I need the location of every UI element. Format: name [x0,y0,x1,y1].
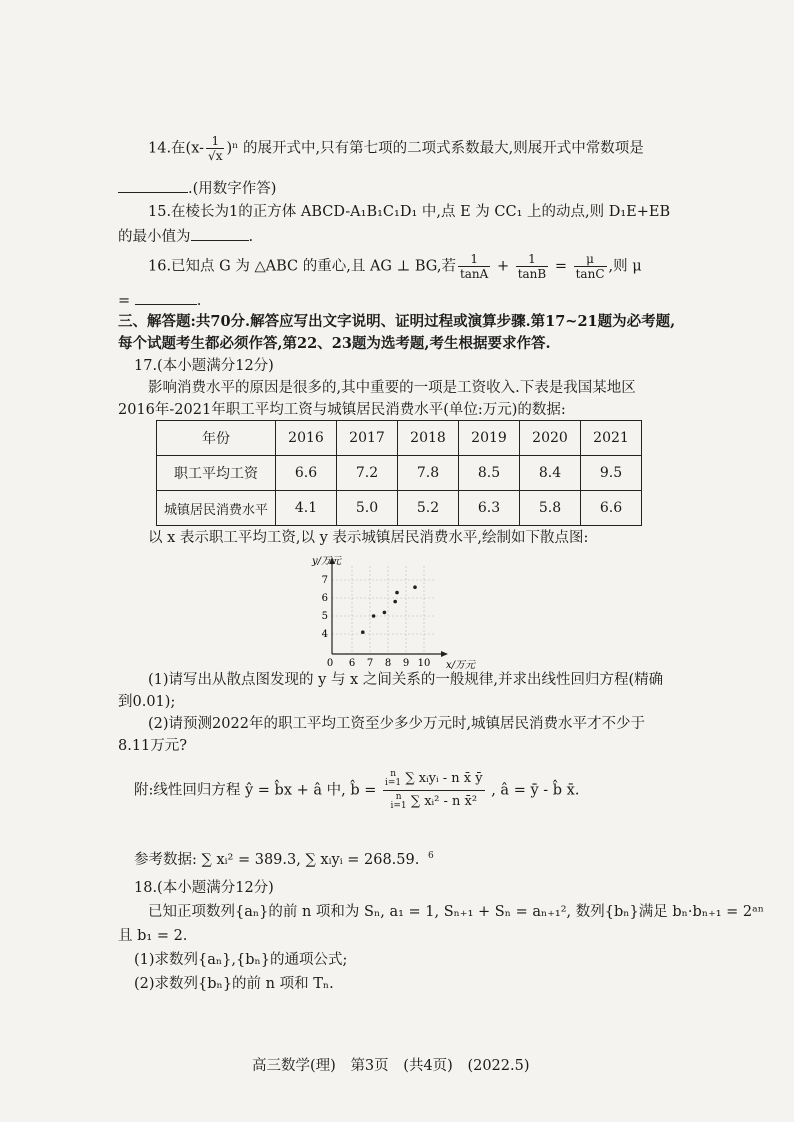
x-tick-label: 8 [384,658,392,669]
q18-part2: (2)求数列{bₙ}的前 n 项和 Tₙ. [134,976,334,992]
table-row-label-wage: 职工平均工资 [157,456,276,491]
q18-line1-text: 已知正项数列{aₙ}的前 n 项和为 Sₙ, a₁ = 1, Sₙ₊₁ + Sₙ = aₙ₊₁², 数列{bₙ}满足 bₙ·bₙ₊₁ = 2ᵃⁿ [148,904,765,920]
section-3-line1: 三、解答题:共70分.解答应写出文字说明、证明过程或演算步骤.第17~21题为必考题, [118,313,676,330]
x-tick-label: 7 [366,658,374,669]
sum-top: n [395,791,402,802]
q16-f1-num: 1 [458,252,490,267]
x-axis-arrow [441,651,448,657]
question-16 [148,252,642,281]
reference-data [134,846,434,870]
q15-text-b: 的最小值为 [118,229,191,245]
x-tick-label: 0 [326,658,334,669]
q15-text-c: . [248,229,254,245]
scatter-point [361,630,365,634]
footer-page: 第3页 [350,1058,389,1074]
scatter-point [372,614,376,618]
q17-intro-2: 2016年-2021年职工平均工资与城镇居民消费水平(单位:万元)的数据: [118,402,566,418]
x-tick-label: 6 [348,658,356,669]
question-16-line2 [118,290,201,311]
sum-bottom: i=1 [390,800,407,811]
table-cell: 9.5 [581,456,642,491]
q17-part1-line2: 到0.01); [118,694,176,710]
q16-fraction-2 [516,252,549,281]
q18-header: 18.(本小题满分12分) [134,880,274,896]
q14-text-b: )ⁿ 的展开式中,只有第七项的二项式系数最大,则展开式中常数项是 [226,140,644,157]
q17-part1-line1: (1)请写出从散点图发现的 y 与 x 之间关系的一般规律,并求出线性回归方程(精确 [148,672,664,688]
q14-text-a: 14.在(x- [148,140,205,157]
q14-frac-num: 1 [206,134,224,149]
q16-text-c: = [118,293,131,309]
formula-num-text: ∑ xᵢyᵢ - n x̄ ȳ [405,771,483,786]
table-row-label-consumption: 城镇居民消费水平 [157,491,276,526]
table-cell: 8.4 [520,456,581,491]
q16-f3-den: tanC [575,267,605,281]
table-cell: 5.8 [520,491,581,526]
table-cell: 6.6 [581,491,642,526]
q17-part2-line1: (2)请预测2022年的职工平均工资至少多少万元时,城镇居民消费水平才不少于 [148,716,646,732]
q14-fraction [206,134,224,163]
q16-text-d: . [196,293,202,309]
scatter-point [383,611,387,615]
answer-blank-14 [118,178,188,193]
y-tick-label: 4 [321,629,328,640]
ref-sum-top: 6 [427,851,434,861]
table-cell: 2020 [520,421,581,456]
sum-limits-num [385,770,401,788]
q17-scatter-intro: 以 x 表示职工平均工资,以 y 表示城镇居民消费水平,绘制如下散点图: [148,530,589,546]
footer-total: (共4页) [403,1058,453,1074]
q18-line1 [148,902,764,922]
question-15 [148,202,670,222]
table-cell: 6.6 [276,456,337,491]
table-row-consumption [157,491,642,526]
table-row-wage [157,456,642,491]
table-cell: 2018 [398,421,459,456]
question-15-line2 [118,226,253,247]
table-cell: 2019 [459,421,520,456]
q16-f2-den: tanB [517,267,547,281]
q16-text-a: 16.已知点 G 为 △ABC 的重心,且 AG ⊥ BG,若 [148,258,456,275]
y-tick-labels [322,575,328,640]
table-row-years [157,421,642,456]
answer-blank-16 [135,290,197,305]
table-cell: 5.0 [337,491,398,526]
footer-date: (2022.5) [467,1058,530,1074]
y-tick-label: 6 [321,593,328,604]
q16-fraction-3 [574,252,607,281]
reference-data-text: 参考数据: ∑ xᵢ² = 389.3, ∑ xᵢyᵢ = 268.59. [134,851,420,868]
formula-numerator [383,768,485,791]
data-table [156,420,642,526]
sum-limits-den [391,793,407,811]
q16-f3-num: μ [574,252,607,267]
y-tick-label: 5 [321,611,328,622]
sum-bottom: i=1 [385,777,402,788]
answer-blank-15 [191,226,249,241]
scatter-point [395,591,399,595]
formula-suffix: , â = ȳ - b̂ x̄. [491,782,580,799]
q18-line2: 且 b₁ = 2. [118,928,188,944]
page-footer [252,1054,540,1075]
table-cell: 4.1 [276,491,337,526]
q16-plus: + [496,258,510,275]
table-cell: 5.2 [398,491,459,526]
q18-part1: (1)求数列{aₙ},{bₙ}的通项公式; [134,952,348,968]
table-cell: 2016 [276,421,337,456]
y-axis-label: y/万元 [312,556,342,567]
table-header-year: 年份 [157,421,276,456]
scatter-grid [332,566,436,654]
x-tick-labels [327,658,431,669]
formula-denominator [383,791,485,813]
table-cell: 7.8 [398,456,459,491]
q16-text-b: ,则 μ [608,258,642,275]
x-tick-label: 9 [402,658,410,669]
q14-text-c: .(用数字作答) [188,181,277,197]
q16-f1-den: tanA [459,267,489,281]
table-cell: 7.2 [337,456,398,491]
question-14 [148,134,644,163]
q17-part2-line2: 8.11万元? [118,738,188,754]
section-3-line2: 每个试题考生都必须作答,第22、23题为选考题,考生根据要求作答. [118,335,551,352]
q15-text-a: 15.在棱长为1的正方体 ABCD-A₁B₁C₁D₁ 中,点 E 为 CC₁ 上的动点,则 D₁E+EB [148,204,671,220]
x-axis-label: x/万元 [446,660,476,671]
scatter-points [361,585,417,634]
scatter-point [393,600,397,604]
formula-den-text: ∑ xᵢ² - n x̄² [410,794,478,809]
table-cell: 6.3 [459,491,520,526]
scatter-plot [312,556,488,674]
scatter-point [413,585,417,589]
table-cell: 8.5 [459,456,520,491]
sum-top: n [390,768,396,779]
q16-eq: = [554,258,567,275]
q14-frac-den: √x [208,149,223,163]
x-tick-label: 10 [417,658,431,669]
q16-f2-num: 1 [516,252,549,267]
q16-fraction-1 [458,252,490,281]
table-cell: 2021 [581,421,642,456]
table-cell: 2017 [337,421,398,456]
footer-subject: 高三数学(理) [252,1058,336,1074]
formula-fraction [383,768,485,813]
question-14-line2 [118,178,276,199]
q17-header: 17.(本小题满分12分) [134,358,274,374]
q17-intro-1: 影响消费水平的原因是很多的,其中重要的一项是工资收入.下表是我国某地区 [148,380,636,396]
formula-prefix: 附:线性回归方程 ŷ = b̂x + â 中, b̂ = [134,782,377,799]
y-tick-label: 7 [321,575,328,586]
regression-formula [134,768,579,813]
